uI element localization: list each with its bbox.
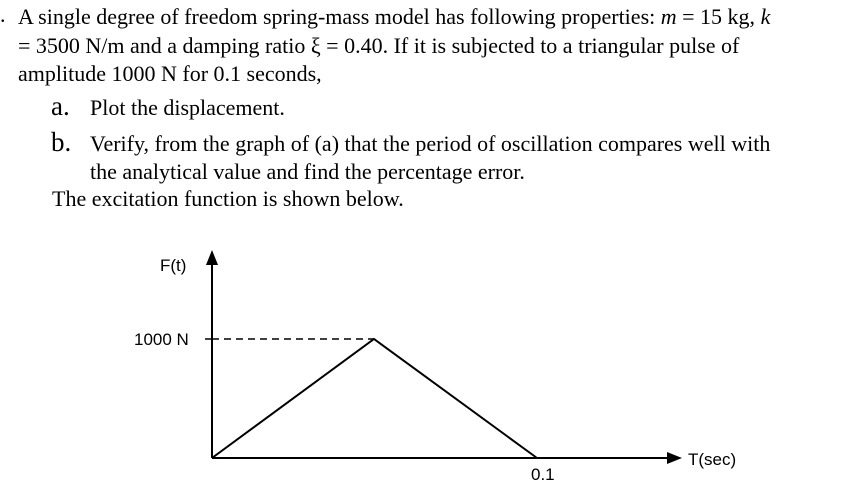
problem-line-1-text-b: = 15 kg, bbox=[676, 4, 761, 29]
closing-sentence: The excitation function is shown below. bbox=[52, 186, 404, 211]
problem-line-1-text-a: A single degree of freedom spring-mass model has following properties: bbox=[18, 4, 661, 29]
x-axis-arrowhead bbox=[667, 452, 682, 464]
part-a-marker: a. bbox=[51, 91, 70, 121]
problem-line-2: = 3500 N/m and a damping ratio ξ = 0.40. If it is subjected to a triangular pulse of bbox=[18, 33, 740, 58]
stiffness-variable: k bbox=[760, 4, 771, 29]
amplitude-label: 1000 N bbox=[134, 330, 189, 349]
problem-bullet: . bbox=[0, 2, 6, 27]
problem-line-3: amplitude 1000 N for 0.1 seconds, bbox=[18, 61, 322, 86]
part-b-text-line-2: the analytical value and find the percentage error. bbox=[90, 159, 525, 184]
part-b-text-line-1: Verify, from the graph of (a) that the period of oscillation compares well with bbox=[90, 131, 771, 156]
part-b-marker: b. bbox=[51, 127, 72, 157]
y-axis-label: F(t) bbox=[160, 256, 187, 275]
problem-line-1 bbox=[18, 4, 770, 30]
y-axis-arrowhead bbox=[206, 250, 218, 265]
triangular-pulse bbox=[212, 339, 537, 458]
duration-tick-label: 0.1 bbox=[531, 465, 555, 484]
x-axis-label: T(sec) bbox=[688, 450, 737, 469]
mass-variable: m bbox=[660, 4, 677, 29]
part-a-text: Plot the displacement. bbox=[90, 95, 285, 120]
